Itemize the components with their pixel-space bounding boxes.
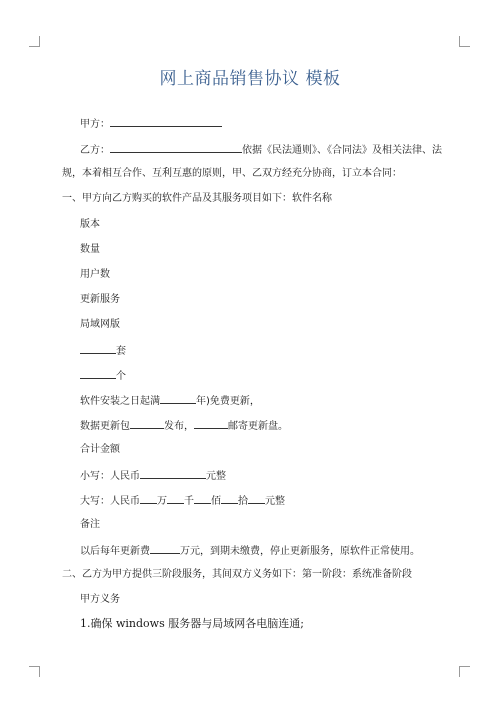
fee-after: 万元，到期未缴费，停止更新服务，原软件正常使用。 <box>180 546 420 557</box>
annual-fee-line <box>80 544 420 558</box>
upper-yuan-blank[interactable] <box>248 494 265 504</box>
upper-yuan: 元整 <box>265 496 285 507</box>
set-count-line <box>80 344 126 358</box>
party-b-blank[interactable] <box>110 143 242 153</box>
update-pkg-before: 数据更新包 <box>80 421 130 432</box>
total-label: 合计金额 <box>80 444 120 455</box>
crop-mark-bottom-right <box>459 666 470 677</box>
item-unit: 个 <box>116 371 126 382</box>
set-unit: 套 <box>116 346 126 357</box>
lower-amount-line <box>80 469 226 483</box>
upper-bai-blank[interactable] <box>194 494 211 504</box>
upper-shi-blank[interactable] <box>221 494 238 504</box>
set-count-blank[interactable] <box>80 344 116 354</box>
lower-before: 小写：人民币 <box>80 471 140 482</box>
party-b-tail: 依据《民法通则》、《合同法》及相关法律、法 <box>242 145 442 156</box>
remark-label: 备注 <box>80 519 100 530</box>
edition-label: 版本 <box>80 219 100 230</box>
upper-wan: 万 <box>157 496 167 507</box>
update-pkg-after: 邮寄更新盘。 <box>228 421 288 432</box>
lower-amount-blank[interactable] <box>140 469 206 479</box>
install-years-blank[interactable] <box>160 394 196 404</box>
party-a-line <box>80 117 222 131</box>
party-b-label: 乙方： <box>80 145 110 156</box>
lan-edition-label: 局域网版 <box>80 319 120 330</box>
upper-bai: 佰 <box>211 496 221 507</box>
upper-qian-blank[interactable] <box>167 494 184 504</box>
upper-amount-line <box>80 494 285 508</box>
item-count-line <box>80 369 126 383</box>
update-pkg-line <box>80 419 288 433</box>
upper-shi: 拾 <box>238 496 248 507</box>
section-2-heading: 二、乙方为甲方提供三阶段服务，其间双方义务如下：第一阶段：系统准备阶段 <box>62 569 412 580</box>
party-a-duty-label: 甲方义务 <box>80 594 120 605</box>
quantity-label: 数量 <box>80 244 100 255</box>
item-count-blank[interactable] <box>80 369 116 379</box>
crop-mark-top-right <box>459 36 470 47</box>
intro-line-2: 规，本着相互合作、互利互惠的原则，甲、乙双方经充分协商，订立本合同： <box>62 168 402 179</box>
update-pkg-blank-1[interactable] <box>130 419 164 429</box>
document-title: 网上商品销售协议 模板 <box>159 69 341 89</box>
upper-before: 大写：人民币 <box>80 496 140 507</box>
duty-item-1: 1.确保 windows 服务器与局域网各电脑连通; <box>80 617 304 630</box>
lower-after: 元整 <box>206 471 226 482</box>
upper-qian: 千 <box>184 496 194 507</box>
install-after: 年)免费更新， <box>196 396 260 407</box>
fee-before: 以后每年更新费 <box>80 546 150 557</box>
annual-fee-blank[interactable] <box>150 544 180 554</box>
install-line <box>80 394 260 408</box>
update-service-label: 更新服务 <box>80 294 120 305</box>
crop-mark-top-left <box>29 36 40 47</box>
upper-wan-blank[interactable] <box>140 494 157 504</box>
install-before: 软件安装之日起满 <box>80 396 160 407</box>
party-a-label: 甲方： <box>80 119 110 130</box>
users-label: 用户数 <box>80 269 110 280</box>
party-a-blank[interactable] <box>110 117 222 127</box>
update-pkg-blank-2[interactable] <box>194 419 228 429</box>
crop-mark-bottom-left <box>29 666 40 677</box>
party-b-line <box>80 143 442 157</box>
update-pkg-mid: 发布， <box>164 421 194 432</box>
section-1-heading: 一、甲方向乙方购买的软件产品及其服务项目如下：软件名称 <box>62 193 332 204</box>
